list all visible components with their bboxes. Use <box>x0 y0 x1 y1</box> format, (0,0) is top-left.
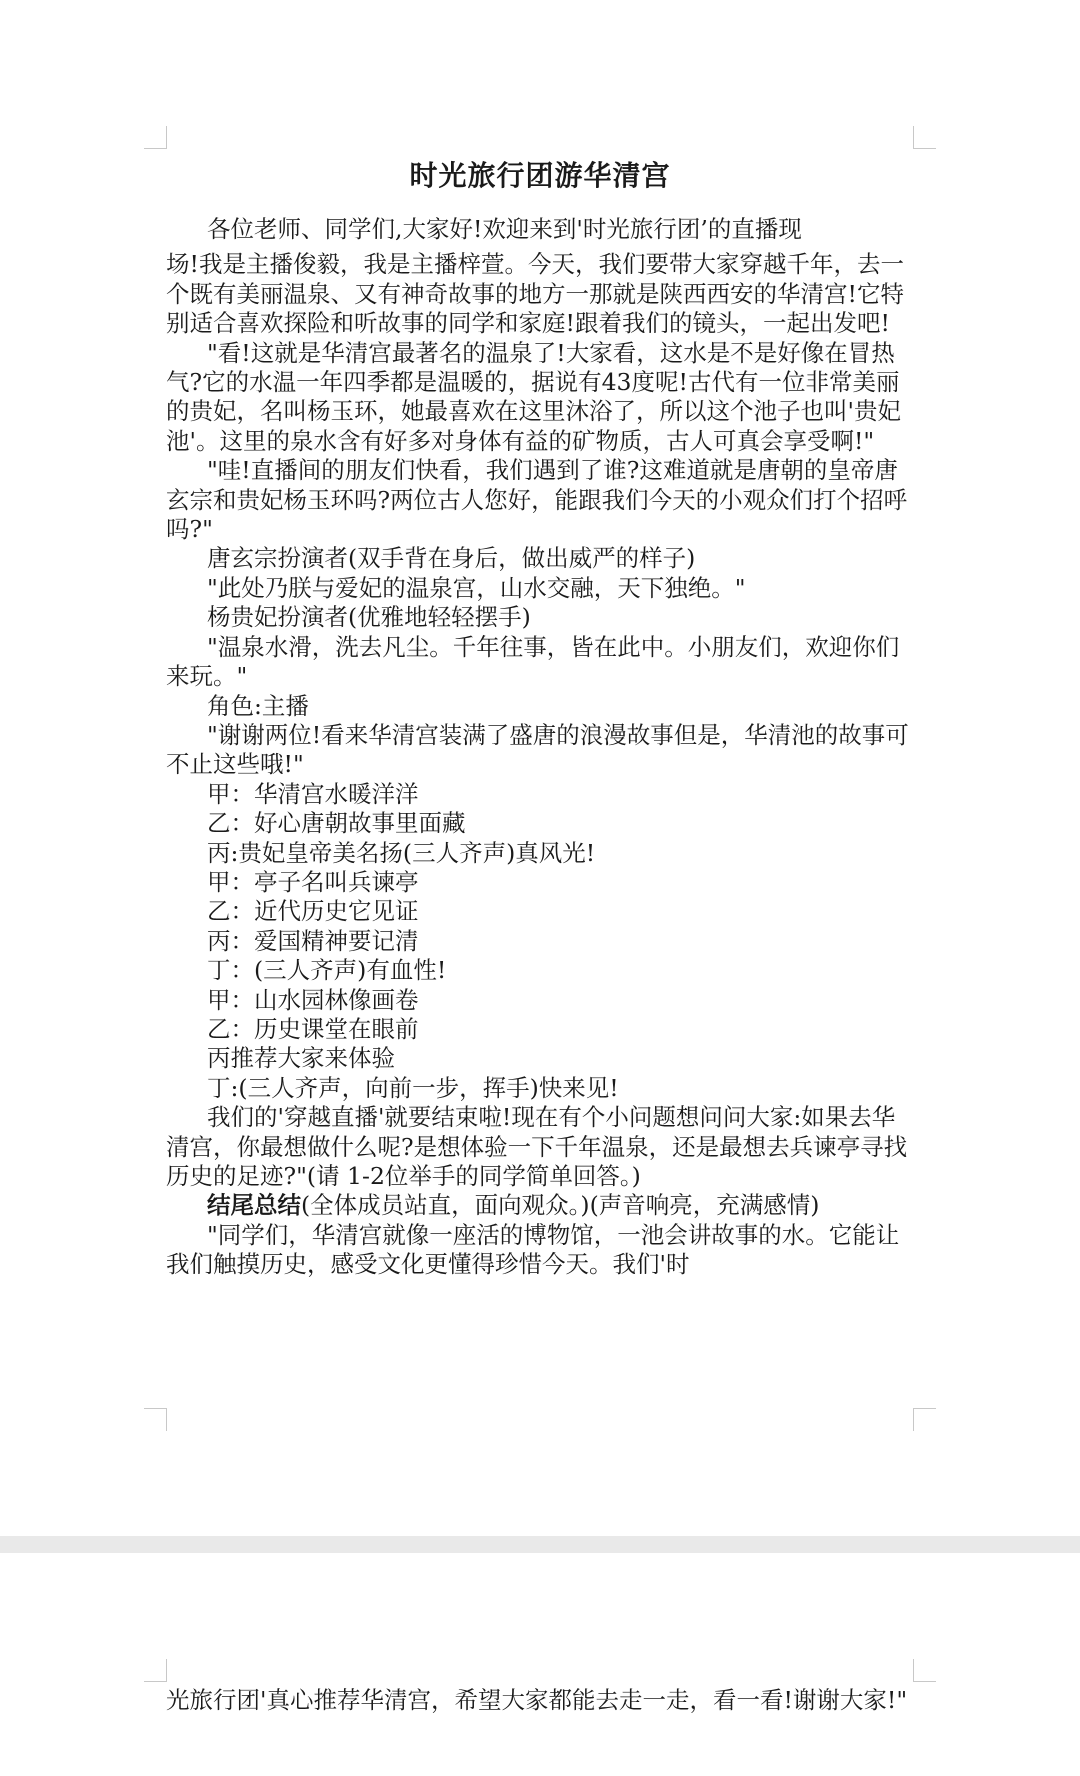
line-emperor: "此处乃朕与爱妃的温泉宫，山水交融，天下独绝。" <box>207 573 746 602</box>
margin-mark-top-right <box>913 1659 936 1682</box>
chant-line: 乙：近代历史它见证 <box>207 897 419 926</box>
chant-line: 甲：亭子名叫兵谏亭 <box>207 867 419 896</box>
paragraph-meet-emperor: "哇!直播间的朋友们快看，我们遇到了谁?这难道就是唐朝的皇帝唐玄宗和贵妃杨玉环吗?两位古人您好，能跟我们今天的小观众们打个招呼吗?" <box>166 456 908 544</box>
chant-line: 甲：山水园林像画卷 <box>207 985 419 1014</box>
role-host: 角色:主播 <box>207 691 309 720</box>
document-body-page-2 <box>166 1686 914 1715</box>
document-body <box>166 215 914 1280</box>
line-consort: "温泉水滑，洗去凡尘。千年往事，皆在此中。小朋友们，欢迎你们来玩。" <box>166 632 900 691</box>
paragraph-intro: 场!我是主播俊毅，我是主播梓萱。今天，我们要带大家穿越千年，去一个既有美丽温泉、又有神奇故事的地方一那就是陕西西安的华清宫!它特别适合喜欢探险和听故事的同学和家庭!跟着我们的镜头，一起出发吧! <box>166 250 904 338</box>
chant-line: 乙：历史课堂在眼前 <box>207 1014 419 1043</box>
margin-mark-bottom-left <box>144 1408 167 1431</box>
chant-line: 丙推荐大家来体验 <box>207 1044 395 1073</box>
paragraph-closing-continued: 光旅行团'真心推荐华清宫，希望大家都能去走一走，看一看!谢谢大家!" <box>166 1686 908 1714</box>
chant-line: 丁:(三人齐声，向前一步，挥手)快来见! <box>207 1073 619 1102</box>
chant-line: 丁：(三人齐声)有血性! <box>207 956 447 985</box>
chant-line: 丙：爱国精神要记清 <box>207 926 419 955</box>
paragraph-hot-spring: "看!这就是华清宫最著名的温泉了!大家看，这水是不是好像在冒热气?它的水温一年四季都是温暖的，据说有43度呢!古代有一位非常美丽的贵妃，名叫杨玉环，她最喜欢在这里沐浴了，所以这个池子也叫'贵妃池'。这里的泉水含有好多对身体有益的矿物质，古人可真会享受啊!" <box>166 338 901 455</box>
margin-mark-top-right <box>913 126 936 149</box>
closing-direction-text: (全体成员站直，面向观众。)(声音响亮，充满感情) <box>301 1191 820 1220</box>
line-host: "谢谢两位!看来华清宫装满了盛唐的浪漫故事但是，华清池的故事可不止这些哦!" <box>166 720 909 779</box>
chant-line: 乙：好心唐朝故事里面藏 <box>207 809 466 838</box>
stage-direction-emperor: 唐玄宗扮演者(双手背在身后，做出威严的样子) <box>207 544 696 573</box>
paragraph-question: 我们的'穿越直播'就要结束啦!现在有个小问题想问问大家:如果去华清宫，你最想做什么呢?是想体验一下千年温泉，还是最想去兵谏亭寻找历史的足迹?"(请 1-2位举手的同学简单回答。) <box>166 1103 908 1190</box>
closing-label: 结尾总结 <box>207 1191 301 1220</box>
stage-direction-consort: 杨贵妃扮演者(优雅地轻轻摆手) <box>207 603 531 632</box>
chant-line: 丙:贵妃皇帝美名扬(三人齐声)真风光! <box>207 838 596 867</box>
paragraph-closing-direction <box>166 1191 914 1220</box>
margin-mark-bottom-right <box>913 1408 936 1431</box>
margin-mark-top-left <box>144 126 167 149</box>
document-title: 时光旅行团游华清宫 <box>409 159 671 192</box>
chant-line: 甲：华清宫水暖洋洋 <box>207 779 419 808</box>
paragraph-greeting: 各位老师、同学们,大家好!欢迎来到'时光旅行团’的直播现 <box>207 215 802 243</box>
margin-mark-top-left <box>144 1659 167 1682</box>
document-page-2 <box>0 1553 1080 1776</box>
paragraph-closing: "同学们，华清宫就像一座活的博物馆，一池会讲故事的水。它能让我们触摸历史，感受文化更懂得珍惜今天。我们'时 <box>166 1220 900 1279</box>
